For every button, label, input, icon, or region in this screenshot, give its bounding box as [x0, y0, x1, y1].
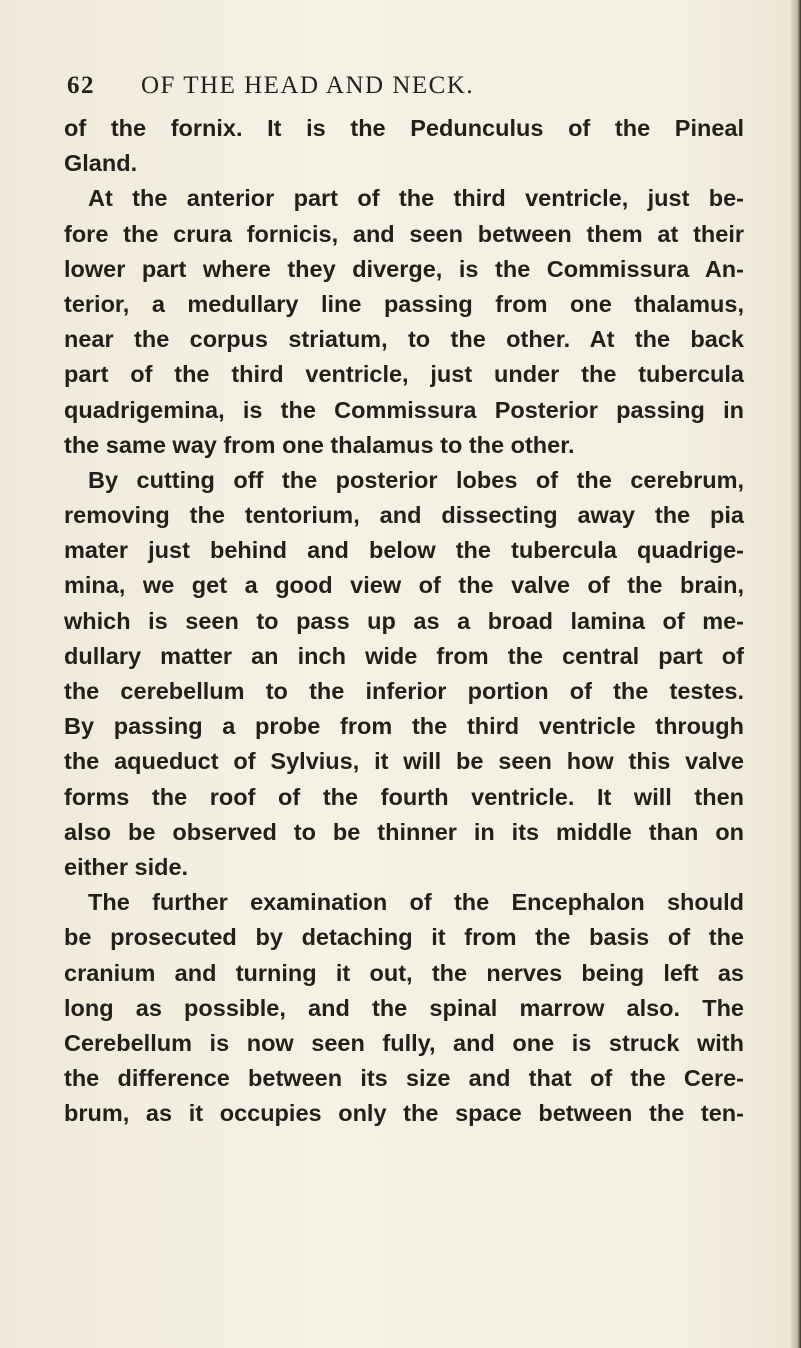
text-line: fore the crura fornicis, and seen between them at their: [64, 220, 744, 247]
text-line: either side.: [64, 853, 189, 880]
text-line: part of the third ventricle, just under the tubercula: [64, 361, 744, 388]
text-line: also be observed to be thinner in its middle than on: [64, 818, 744, 845]
page-number: 62: [67, 72, 95, 99]
running-head: [67, 72, 707, 104]
text-line: quadrigemina, is the Commissura Posterior passing in: [64, 396, 744, 423]
text-line: removing the tentorium, and dissecting away the pia: [64, 502, 744, 529]
text-line: By passing a probe from the third ventricle through: [64, 713, 744, 740]
body-text: [64, 111, 744, 1131]
text-line: At the anterior part of the third ventricle, just be-: [88, 185, 744, 212]
text-line: the cerebellum to the inferior portion of the testes.: [64, 678, 744, 704]
text-line: brum, as it occupies only the space between the ten-: [64, 1100, 744, 1127]
text-line: cranium and turning it out, the nerves being left as: [64, 959, 744, 986]
text-line: Cerebellum is now seen fully, and one is struck with: [64, 1029, 744, 1056]
text-line: near the corpus striatum, to the other. At the back: [64, 326, 744, 353]
text-line: terior, a medullary line passing from one thalamus,: [64, 290, 744, 317]
text-line: By cutting off the posterior lobes of the cerebrum,: [88, 466, 744, 493]
text-line: long as possible, and the spinal marrow also. The: [64, 994, 744, 1021]
text-line: be prosecuted by detaching it from the basis of the: [64, 924, 744, 951]
text-line: the aqueduct of Sylvius, it will be seen how this valve: [64, 748, 744, 775]
text-line: mina, we get a good view of the valve of the brain,: [64, 572, 744, 599]
text-line: of the fornix. It is the Pedunculus of the Pineal: [64, 115, 744, 141]
text-line: forms the roof of the fourth ventricle. It will then: [64, 783, 744, 810]
text-line: lower part where they diverge, is the Commissura An-: [64, 255, 744, 282]
text-line: the same way from one thalamus to the other.: [64, 431, 575, 458]
text-line: which is seen to pass up as a broad lamina of me-: [64, 607, 744, 634]
text-line: dullary matter an inch wide from the central part of: [64, 642, 744, 669]
text-line: Gland.: [64, 150, 138, 177]
running-title: OF THE HEAD AND NECK.: [141, 72, 475, 99]
text-line: the difference between its size and that of the Cere-: [64, 1065, 744, 1092]
text-line: mater just behind and below the tubercula quadrige-: [64, 537, 744, 564]
text-line: The further examination of the Encephalon should: [88, 889, 744, 916]
page-edge-shadow: [789, 0, 801, 1348]
